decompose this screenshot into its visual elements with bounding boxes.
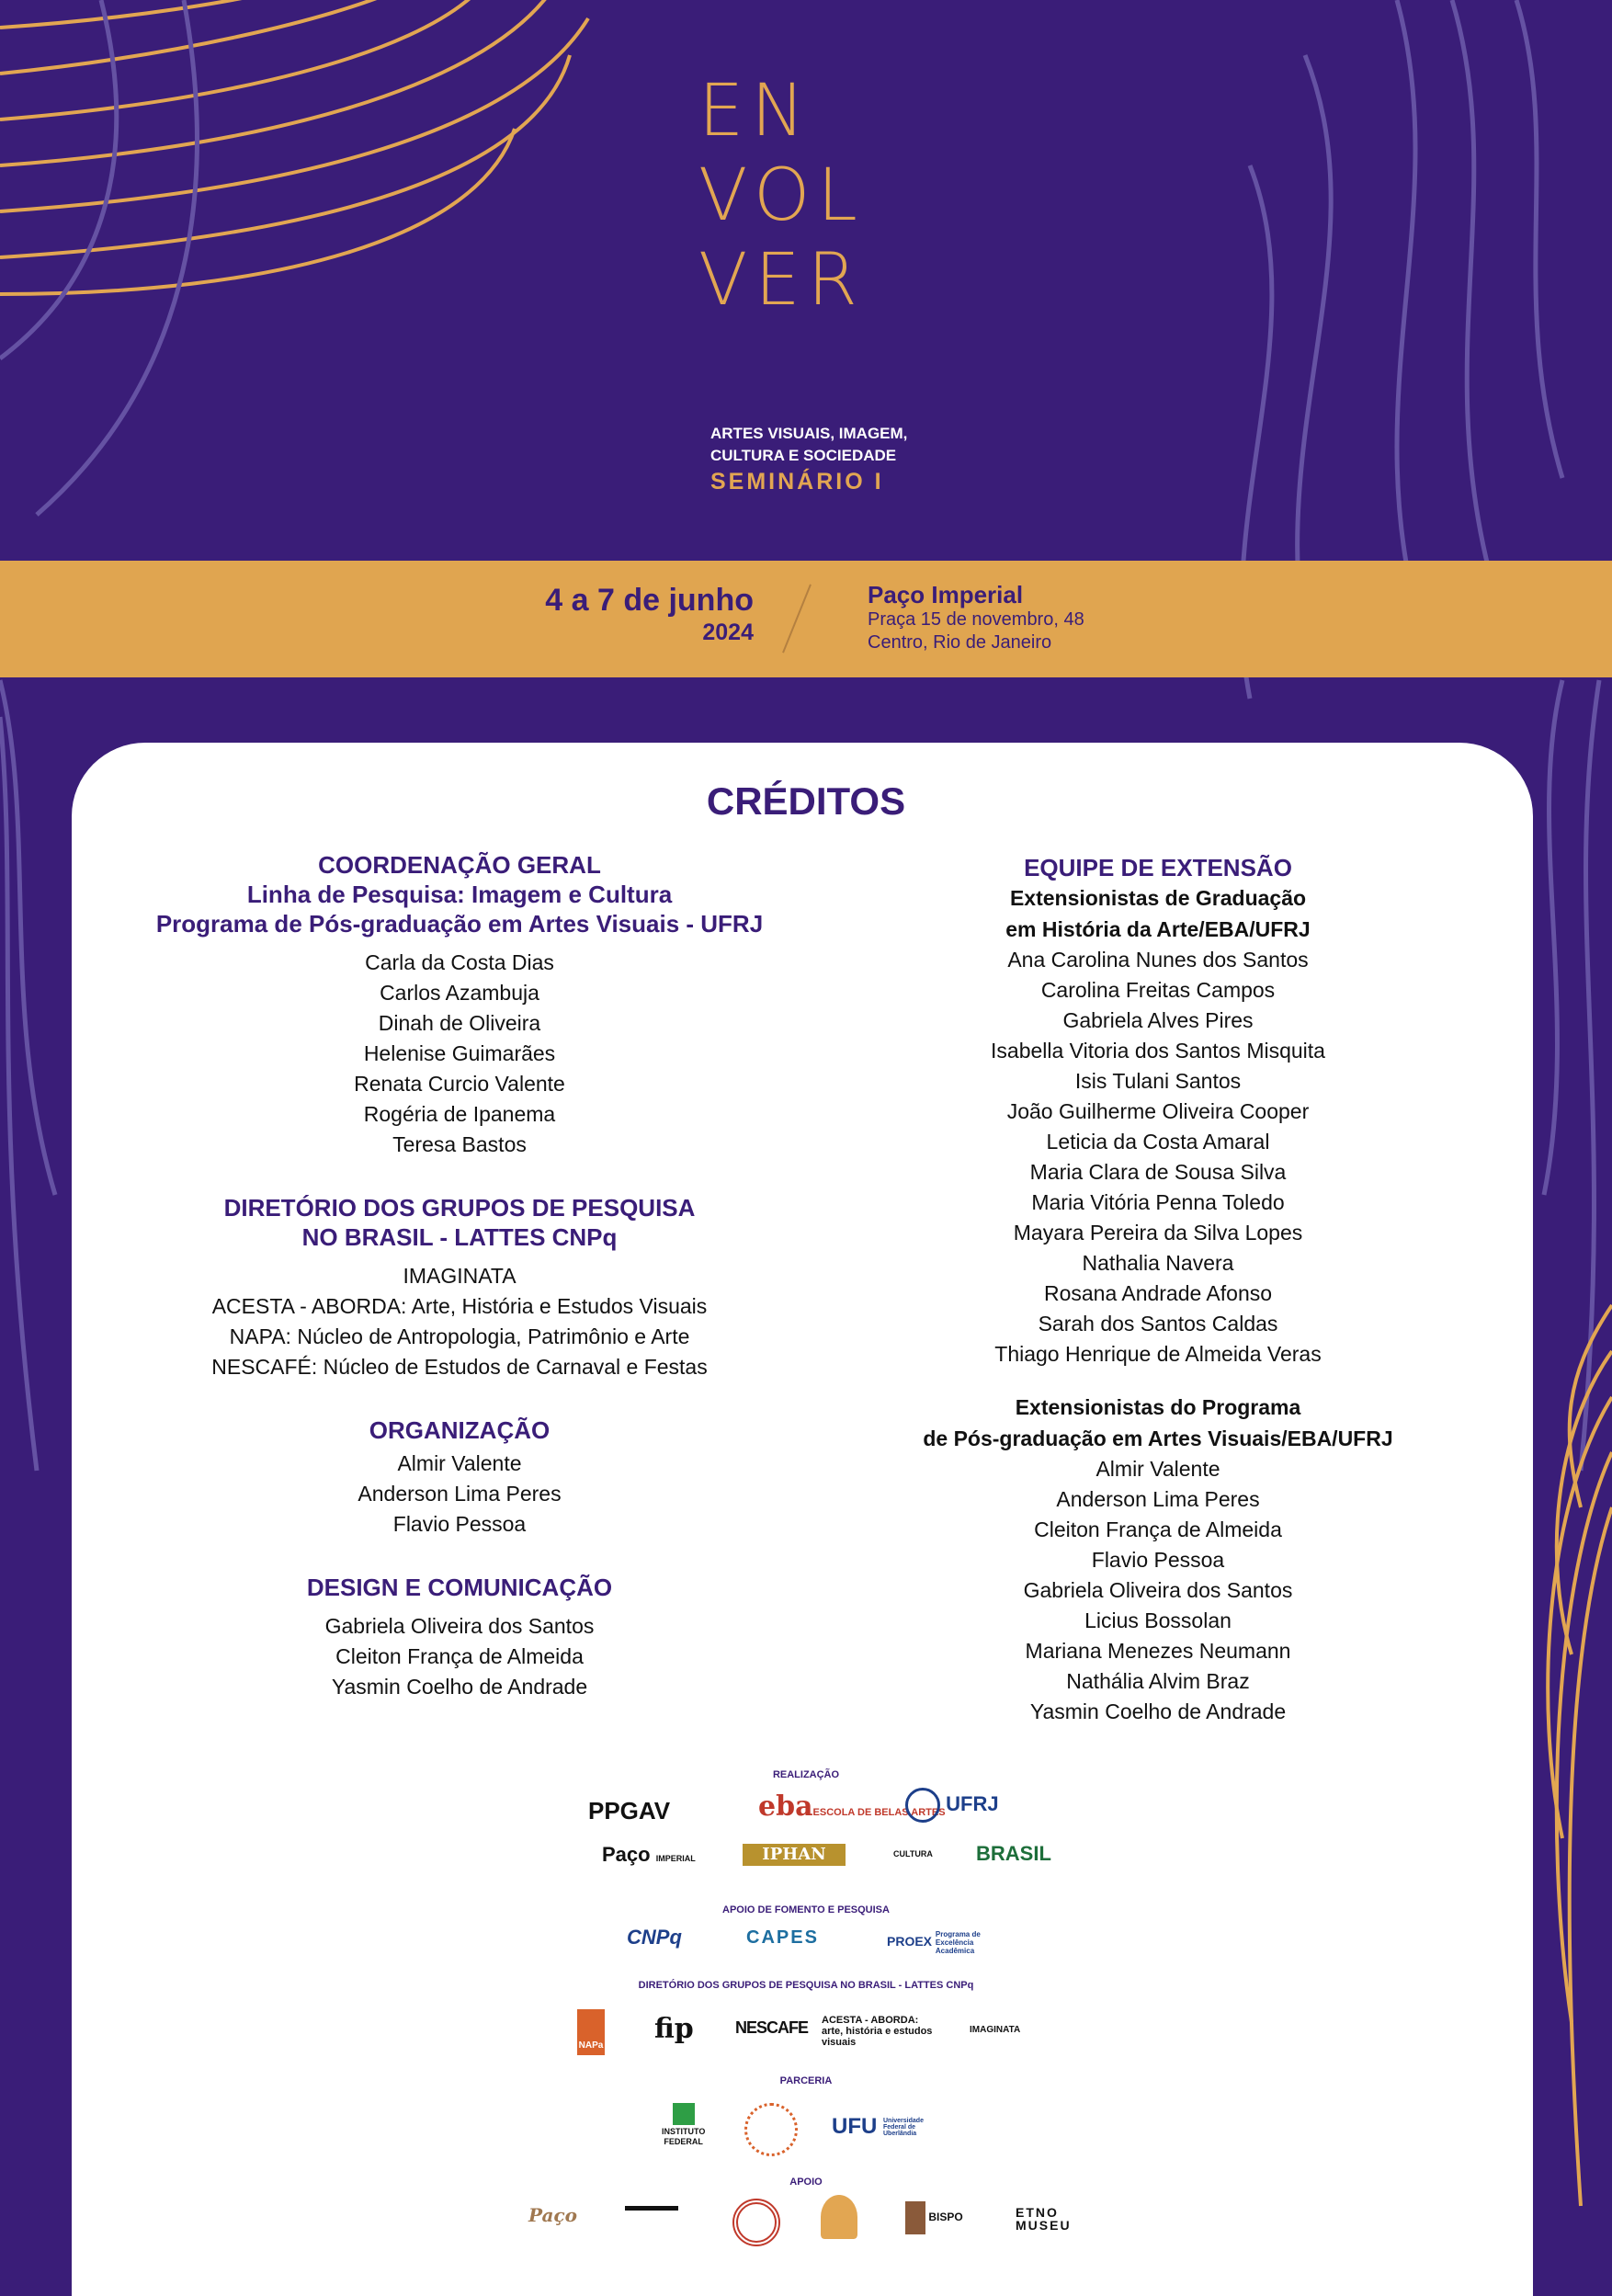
paco-imperial-logo — [602, 1843, 696, 1867]
apoio-label: APOIO — [789, 2177, 823, 2188]
instituto-logo-text-1: INSTITUTO — [662, 2127, 706, 2136]
realizacao-label: REALIZAÇÃO — [772, 1769, 840, 1780]
extension-pg-heading-1: Extensionistas do Programa — [1015, 1395, 1301, 1419]
organization-name: Almir Valente — [397, 1451, 522, 1475]
directory-group: ACESTA - ABORDA: Arte, História e Estudos Visuais — [211, 1294, 708, 1318]
extension-pg-name: Yasmin Coelho de Andrade — [1029, 1699, 1287, 1723]
venue-name: Paço Imperial — [868, 581, 1024, 608]
fomento-label: APOIO DE FOMENTO E PESQUISA — [722, 1904, 890, 1915]
paco-logo-text: Paço — [602, 1843, 651, 1866]
eba-logo: ebaESCOLA DE BELAS ARTES — [758, 1790, 946, 1823]
ufu-logo-sub: Universidade Federal de Uberlândia — [883, 2118, 924, 2138]
event-date — [545, 581, 754, 645]
coordination-name: Rogéria de Ipanema — [363, 1102, 556, 1126]
extension-grad-heading-2: em História da Arte/EBA/UFRJ — [1005, 917, 1311, 941]
extension-grad-heading-1: Extensionistas de Graduação — [1009, 886, 1307, 910]
info-band — [0, 561, 1612, 677]
extension-pg-name: Almir Valente — [1095, 1457, 1220, 1481]
coordination-name: Renata Curcio Valente — [354, 1072, 565, 1096]
extension-pg-name: Mariana Menezes Neumann — [1025, 1639, 1291, 1663]
ufrj-logo-text: UFRJ — [946, 1791, 999, 1815]
imaginata-logo: IMAGINATA — [970, 2025, 1021, 2035]
extension-grad-name: Maria Clara de Sousa Silva — [1029, 1160, 1287, 1184]
ufu-logo-text: UFU — [832, 2114, 878, 2139]
organization-name: Anderson Lima Peres — [358, 1482, 562, 1506]
parceria-seal-logo — [744, 2103, 798, 2156]
extension-grad-name: Gabriela Alves Pires — [1062, 1008, 1254, 1032]
proex-logo-sub: Programa de Excelência Acadêmica — [935, 1930, 981, 1955]
extension-pg-name: Flavio Pessoa — [1091, 1548, 1225, 1572]
museu-folclore-logo — [821, 2195, 857, 2239]
proex-logo-text: PROEX — [887, 1934, 933, 1949]
extension-grad-name: Nathalia Navera — [1082, 1251, 1234, 1275]
acesta-logo-sub-1: arte, história e estudos — [822, 2026, 933, 2037]
coordination-heading-1: COORDENAÇÃO GERAL — [318, 851, 601, 879]
coordination-name: Dinah de Oliveira — [378, 1011, 541, 1035]
extension-grad-name: Isis Tulani Santos — [1074, 1069, 1242, 1093]
acesta-logo — [822, 2015, 932, 2048]
directory-group: IMAGINATA — [403, 1264, 517, 1288]
directory-heading-2: NO BRASIL - LATTES CNPq — [301, 1223, 618, 1251]
logo-word-2: VOL — [698, 154, 865, 237]
museu-historico-logo — [625, 2206, 678, 2238]
parceria-label: PARCERIA — [779, 2075, 833, 2086]
extension-grad-name: Maria Vitória Penna Toledo — [1031, 1190, 1285, 1214]
coordination-name: Carlos Azambuja — [380, 981, 539, 1005]
event-date-year: 2024 — [702, 619, 754, 645]
coordination-name: Teresa Bastos — [392, 1132, 527, 1156]
extension-grad-name: Isabella Vitoria dos Santos Misquita — [991, 1039, 1325, 1063]
extension-heading: EQUIPE DE EXTENSÃO — [1024, 854, 1292, 881]
seminar-label: SEMINÁRIO I — [710, 469, 884, 494]
acesta-logo-sub-2: visuais — [822, 2037, 857, 2048]
extension-pg-name: Cleiton França de Almeida — [1034, 1517, 1282, 1541]
instituto-federal-logo — [662, 2103, 705, 2147]
iphan-logo: IPHAN — [743, 1844, 846, 1866]
directory-section — [119, 1193, 800, 1382]
event-date-days: 4 a 7 de junho — [545, 583, 754, 618]
extension-pg-name: Licius Bossolan — [1084, 1608, 1232, 1632]
extension-grad-name: Carolina Freitas Campos — [1040, 978, 1276, 1002]
coordination-section — [119, 850, 800, 1160]
venue-address-2: Centro, Rio de Janeiro — [868, 632, 1052, 653]
ufu-logo — [832, 2114, 938, 2140]
nescafe-logo: NESCAFE — [735, 2018, 809, 2037]
logo-subtitle-line-1: ARTES VISUAIS, IMAGEM, — [710, 425, 908, 442]
governo-brasil-logo: BRASIL — [976, 1842, 1051, 1865]
instituto-logo-text-2: FEDERAL — [664, 2137, 703, 2146]
event-venue — [868, 581, 1084, 654]
design-section — [119, 1573, 800, 1702]
logo-subtitle-line-2: CULTURA E SOCIEDADE — [710, 447, 897, 464]
ufrj-logo — [905, 1788, 999, 1823]
napa-logo: NAPa — [577, 2009, 605, 2055]
directory-group: NESCAFÉ: Núcleo de Estudos de Carnaval e Festas — [211, 1355, 708, 1379]
credits-right-column — [855, 853, 1461, 1727]
organization-heading: ORGANIZAÇÃO — [369, 1416, 551, 1444]
directory-heading-1: DIRETÓRIO DOS GRUPOS DE PESQUISA — [223, 1194, 696, 1222]
design-name: Cleiton França de Almeida — [335, 1644, 584, 1668]
extension-pg-heading-2: de Pós-graduação em Artes Visuais/EBA/UFRJ — [923, 1426, 1393, 1450]
extension-pg-name: Gabriela Oliveira dos Santos — [1023, 1578, 1293, 1602]
ppgav-logo: PPGAV — [588, 1797, 671, 1824]
extension-grad-name: Sarah dos Santos Caldas — [1038, 1312, 1278, 1336]
coordination-name: Carla da Costa Dias — [365, 950, 554, 974]
extension-grad-name: João Guilherme Oliveira Cooper — [1006, 1099, 1310, 1123]
venue-address-1: Praça 15 de novembro, 48 — [868, 609, 1084, 630]
etno-logo-text-2: MUSEU — [1016, 2218, 1072, 2233]
etno-museu-logo — [1016, 2206, 1072, 2232]
museu-indio-logo — [732, 2199, 780, 2246]
apoio-paco-logo: Paço — [528, 2204, 577, 2226]
logo-word-1: EN — [698, 70, 812, 153]
logo-subtitle — [710, 423, 949, 467]
diretorio-label: DIRETÓRIO DOS GRUPOS DE PESQUISA NO BRASIL - LATTES CNPq — [638, 1980, 974, 1991]
coordination-heading-3: Programa de Pós-graduação em Artes Visuais - UFRJ — [155, 910, 764, 938]
organization-section — [119, 1415, 800, 1540]
organization-name: Flavio Pessoa — [392, 1512, 527, 1536]
extension-grad-name: Mayara Pereira da Silva Lopes — [1013, 1221, 1303, 1245]
extension-grad-name: Ana Carolina Nunes dos Santos — [1007, 948, 1309, 972]
capes-logo: CAPES — [746, 1927, 819, 1948]
eba-logo-text: ESCOLA DE BELAS ARTES — [812, 1807, 946, 1818]
extension-grad-name: Thiago Henrique de Almeida Veras — [994, 1342, 1322, 1366]
directory-group: NAPA: Núcleo de Antropologia, Patrimônio e Arte — [229, 1324, 690, 1348]
extension-grad-name: Leticia da Costa Amaral — [1046, 1130, 1270, 1154]
coordination-heading-2: Linha de Pesquisa: Imagem e Cultura — [246, 881, 673, 908]
museu-bispo-logo — [905, 2201, 963, 2234]
paco-logo-sub: IMPERIAL — [655, 1854, 696, 1863]
extension-grad-name: Rosana Andrade Afonso — [1043, 1281, 1273, 1305]
logo-word-3: VER — [698, 239, 865, 322]
ministerio-cultura-logo: CULTURA — [893, 1849, 933, 1858]
credits-left-column — [119, 850, 800, 1735]
cnpq-logo: CNPq — [627, 1926, 682, 1949]
design-heading: DESIGN E COMUNICAÇÃO — [306, 1574, 613, 1601]
design-name: Yasmin Coelho de Andrade — [331, 1675, 588, 1699]
fip-logo: fip — [654, 2013, 694, 2045]
extension-pg-name: Nathália Alvim Braz — [1066, 1669, 1250, 1693]
coordination-name: Helenise Guimarães — [363, 1041, 556, 1065]
credits-title: CRÉDITOS — [706, 779, 906, 823]
acesta-logo-text: ACESTA - ABORDA: — [822, 2015, 919, 2026]
bispo-logo-text: BISPO — [928, 2211, 963, 2224]
envolver-logo — [698, 69, 937, 323]
design-name: Gabriela Oliveira dos Santos — [324, 1614, 595, 1638]
extension-pg-name: Anderson Lima Peres — [1056, 1487, 1260, 1511]
proex-logo — [887, 1930, 1000, 1955]
etno-logo-text-1: ETNO — [1016, 2205, 1059, 2220]
